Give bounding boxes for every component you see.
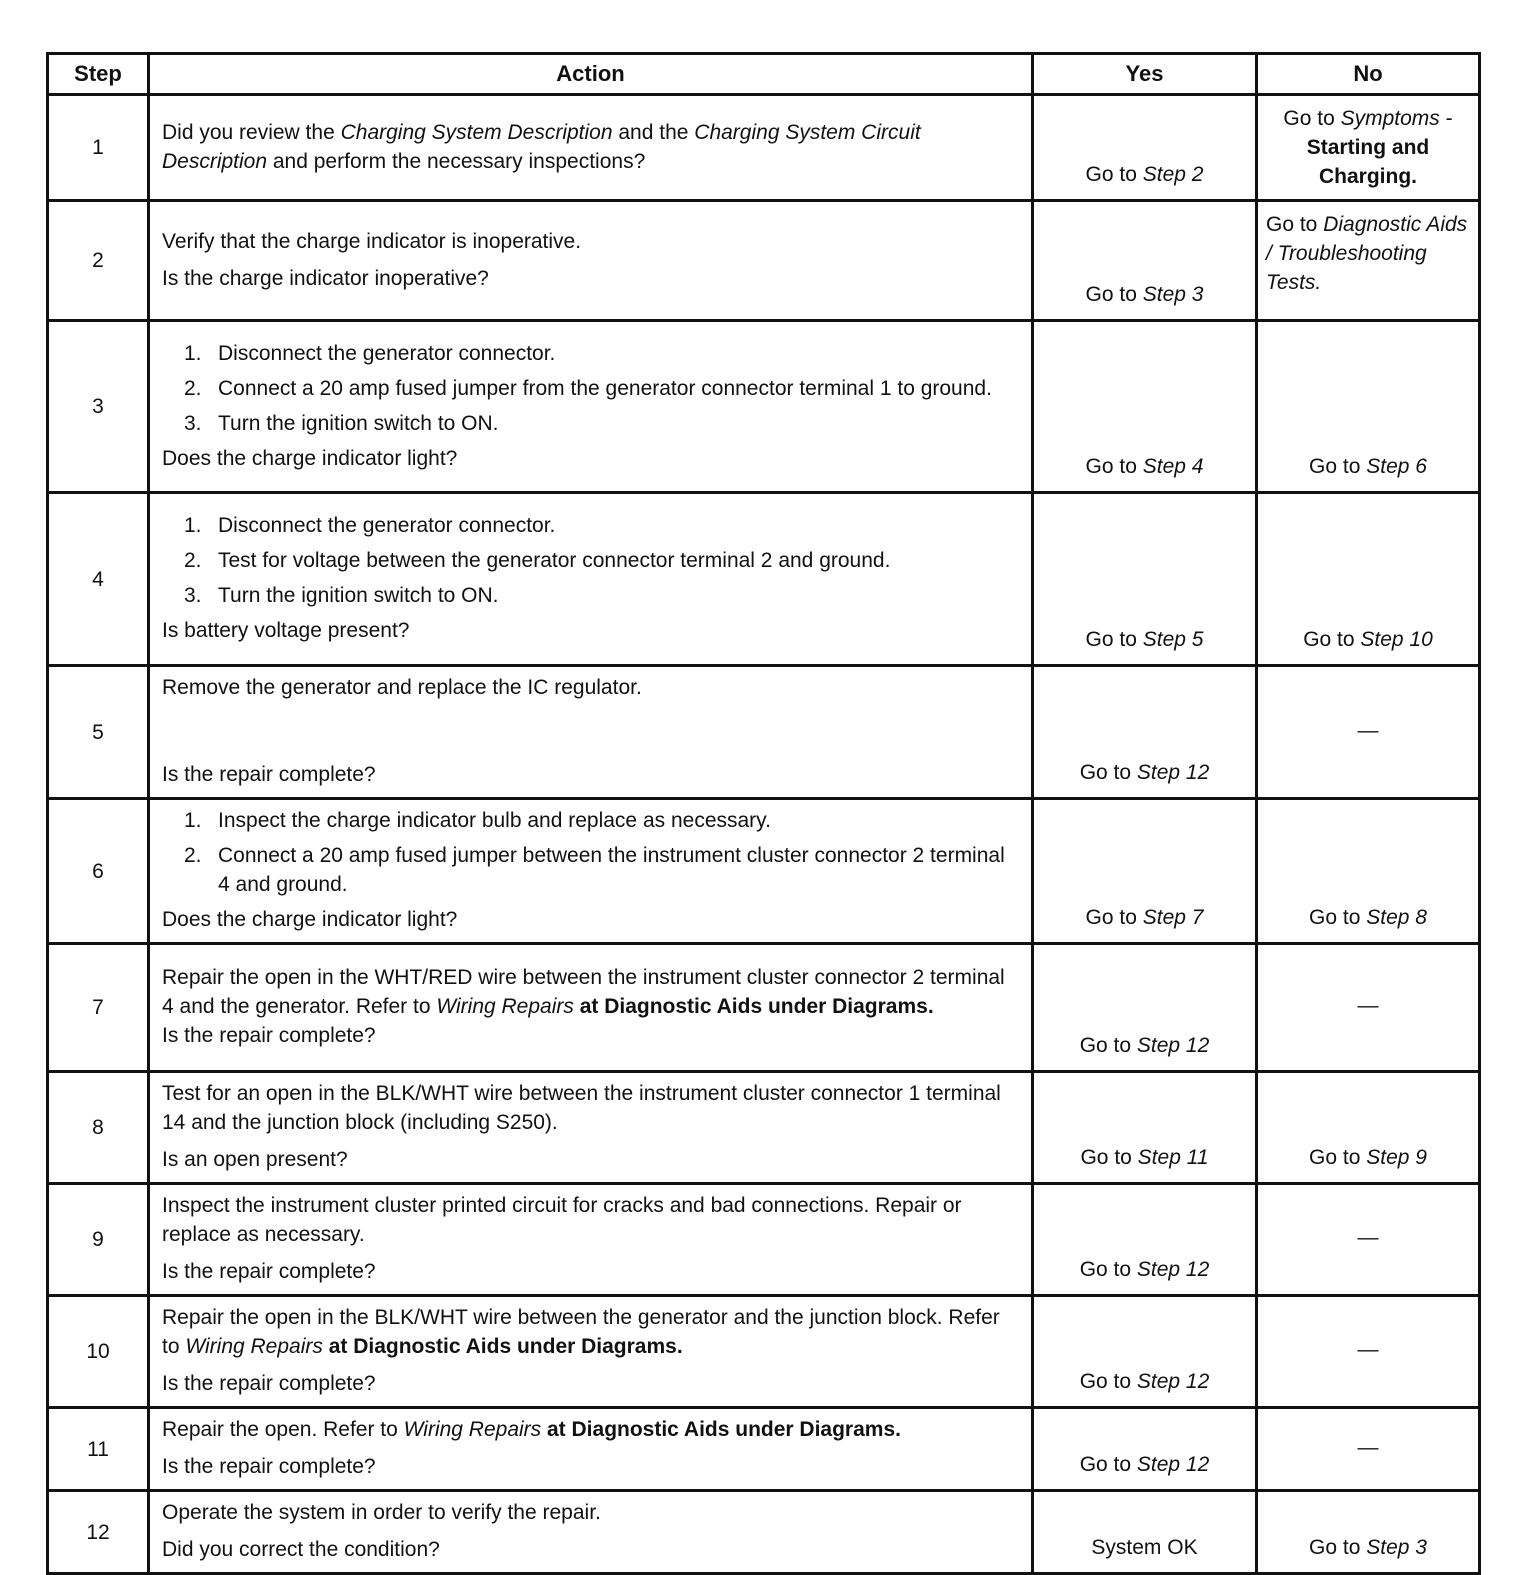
text-segment: Step 8: [1366, 906, 1427, 929]
substep-item: [162, 806, 1021, 835]
table-row: [48, 799, 1480, 944]
no-outcome-empty: [1257, 1184, 1480, 1296]
substep-number: 2.: [184, 376, 202, 400]
action-substeps: [162, 339, 1021, 438]
substep-text: Connect a 20 amp fused jumper from the generator connector terminal 1 to ground.: [218, 376, 992, 400]
yes-outcome: [1033, 1408, 1257, 1491]
header-no: No: [1257, 54, 1480, 95]
header-action: Action: [149, 54, 1033, 95]
no-outcome: [1257, 493, 1480, 666]
substep-text: Connect a 20 amp fused jumper between the instrument cluster connector 2 terminal 4 and ground.: [218, 844, 1005, 896]
action-cell: [149, 1491, 1033, 1574]
table-row: [48, 321, 1480, 493]
text-segment: Repair the open in the BLK/WHT wire between the generator and the junction block. Refer to: [162, 1306, 1000, 1358]
step-number: 9: [48, 1184, 149, 1296]
action-text: [162, 1079, 1021, 1137]
text-segment: at Diagnostic Aids under Diagrams.: [322, 1335, 683, 1358]
text-segment: Verify that the charge indicator is inoperative.: [162, 229, 582, 253]
substep-text: Turn the ignition switch to ON.: [218, 584, 499, 607]
action-text: [162, 1415, 1021, 1444]
no-outcome: [1257, 321, 1480, 493]
text-segment: Go to: [1079, 1258, 1137, 1281]
text-segment: and the: [612, 120, 695, 144]
text-segment: Go to: [1085, 283, 1143, 306]
text-segment: Wiring Repairs: [403, 1418, 542, 1441]
action-cell: [149, 944, 1033, 1072]
yes-outcome: [1033, 201, 1257, 321]
text-segment: Is the repair complete?: [162, 1024, 376, 1047]
action-substeps: [162, 511, 1021, 610]
text-segment: Step 9: [1366, 1146, 1427, 1169]
step-number: 6: [48, 799, 149, 944]
substep-number: 3.: [184, 411, 202, 435]
yes-outcome: [1033, 944, 1257, 1072]
action-cell: [149, 1072, 1033, 1184]
text-segment: Go to: [1309, 906, 1367, 929]
text-segment: Did you review the: [162, 120, 341, 144]
text-segment: Operate the system in order to verify the repair.: [162, 1501, 601, 1524]
table-row: [48, 1296, 1480, 1408]
diagnostic-table: [46, 52, 1481, 1575]
no-outcome: [1257, 1072, 1480, 1184]
substep-item: [162, 841, 1021, 899]
text-segment: Step 2: [1142, 163, 1204, 186]
action-substeps: [162, 806, 1021, 899]
text-segment: Charging System Circuit Description: [162, 120, 921, 173]
text-segment: —: [1357, 1435, 1379, 1459]
text-segment: at Diagnostic Aids under Diagrams.: [573, 995, 934, 1018]
header-step: Step: [48, 54, 149, 95]
text-segment: Step 12: [1136, 1370, 1210, 1393]
action-text: [162, 616, 1021, 645]
table-row: [48, 1408, 1480, 1491]
text-segment: Go to: [1283, 107, 1341, 130]
text-segment: Starting and Charging.: [1306, 136, 1430, 188]
action-cell: [149, 666, 1033, 799]
text-segment: Does the charge indicator light?: [162, 446, 458, 470]
text-segment: Step 5: [1142, 628, 1204, 651]
step-number: 7: [48, 944, 149, 1072]
action-cell: [149, 1408, 1033, 1491]
text-segment: Go to: [1309, 455, 1367, 478]
yes-outcome: [1033, 321, 1257, 493]
table-row: [48, 1491, 1480, 1574]
substep-item: [162, 546, 1021, 575]
text-segment: Go to: [1079, 1370, 1137, 1393]
step-number: 2: [48, 201, 149, 321]
action-text: [162, 963, 1021, 1021]
action-question: [162, 1257, 1021, 1286]
yes-outcome: [1033, 1491, 1257, 1574]
action-question: [162, 264, 1021, 293]
text-segment: Is an open present?: [162, 1148, 348, 1171]
action-cell: [149, 95, 1033, 201]
text-segment: Is the repair complete?: [162, 1455, 376, 1478]
text-segment: Is battery voltage present?: [162, 619, 410, 642]
substep-number: 3.: [184, 584, 202, 607]
text-segment: Go to: [1266, 213, 1324, 236]
action-cell: [149, 799, 1033, 944]
table-row: [48, 1184, 1480, 1296]
text-segment: Step 3: [1142, 283, 1204, 306]
text-segment: Step 7: [1142, 906, 1204, 929]
substep-number: 2.: [184, 549, 202, 572]
text-segment: —: [1357, 718, 1379, 742]
substep-text: Disconnect the generator connector.: [218, 514, 556, 537]
step-number: 11: [48, 1408, 149, 1491]
text-segment: Step 6: [1366, 455, 1427, 478]
table-row: [48, 944, 1480, 1072]
table-row: [48, 95, 1480, 201]
substep-text: Turn the ignition switch to ON.: [218, 411, 499, 435]
text-segment: Step 12: [1136, 1258, 1210, 1281]
yes-outcome: [1033, 799, 1257, 944]
text-segment: Step 11: [1137, 1146, 1209, 1169]
no-outcome-empty: [1257, 1408, 1480, 1491]
text-segment: Inspect the instrument cluster printed circuit for cracks and bad connections. Repair or replace as necessary.: [162, 1194, 962, 1246]
text-segment: —: [1357, 1226, 1379, 1249]
table-row: [48, 1072, 1480, 1184]
step-number: 3: [48, 321, 149, 493]
text-segment: -: [1439, 107, 1453, 130]
action-cell: [149, 1184, 1033, 1296]
text-segment: Go to: [1309, 1146, 1367, 1169]
table-row: [48, 201, 1480, 321]
yes-outcome: [1033, 95, 1257, 201]
action-cell: [149, 201, 1033, 321]
text-segment: Wiring Repairs: [185, 1335, 323, 1358]
yes-outcome: [1033, 493, 1257, 666]
no-outcome-empty: [1257, 666, 1480, 799]
substep-text: Disconnect the generator connector.: [218, 341, 556, 365]
text-segment: Step 10: [1360, 628, 1433, 651]
no-outcome-empty: [1257, 1296, 1480, 1408]
text-segment: Did you correct the condition?: [162, 1538, 440, 1561]
substep-number: 2.: [184, 844, 202, 867]
step-number: 1: [48, 95, 149, 201]
action-question: [162, 1369, 1021, 1398]
action-text: [162, 118, 1021, 176]
text-segment: Remove the generator and replace the IC regulator.: [162, 676, 642, 699]
text-segment: Test for an open in the BLK/WHT wire between the instrument cluster connector 1 terminal 14 and the junction block (including S250).: [162, 1082, 1001, 1134]
table-body: [48, 95, 1480, 1574]
step-number: 8: [48, 1072, 149, 1184]
text-segment: Is the charge indicator inoperative?: [162, 266, 489, 290]
text-segment: Step 4: [1142, 455, 1204, 478]
text-segment: Go to: [1085, 906, 1143, 929]
step-number: 4: [48, 493, 149, 666]
text-segment: Symptoms: [1340, 107, 1440, 130]
text-segment: Go to: [1079, 761, 1137, 784]
text-segment: Go to: [1303, 628, 1361, 651]
text-segment: Is the repair complete?: [162, 1372, 376, 1395]
text-segment: Go to: [1085, 455, 1143, 478]
text-segment: Go to: [1309, 1536, 1367, 1559]
text-segment: Go to: [1079, 1453, 1137, 1476]
text-segment: Charging System Description: [340, 120, 613, 144]
yes-outcome: [1033, 1184, 1257, 1296]
text-segment: Is the repair complete?: [162, 1260, 376, 1283]
text-segment: —: [1357, 1338, 1379, 1361]
text-segment: Go to: [1079, 1034, 1137, 1057]
text-segment: Repair the open in the WHT/RED wire between the instrument cluster connector 2 terminal 4 and the generator. Refer to: [162, 966, 1005, 1018]
substep-number: 1.: [184, 341, 202, 365]
action-text: [162, 905, 1021, 934]
action-question: [162, 760, 1021, 789]
text-segment: Go to: [1085, 628, 1143, 651]
action-text: [162, 1303, 1021, 1361]
header-row: [48, 54, 1480, 95]
text-segment: Repair the open. Refer to: [162, 1418, 404, 1441]
action-text: [162, 444, 1021, 473]
step-number: 5: [48, 666, 149, 799]
no-outcome: [1257, 201, 1480, 321]
substep-number: 1.: [184, 514, 202, 537]
action-text: [162, 673, 1021, 702]
no-outcome: [1257, 799, 1480, 944]
substep-item: [162, 374, 1021, 403]
action-text: [162, 1498, 1021, 1527]
text-segment: Step 3: [1366, 1536, 1427, 1559]
text-segment: Is the repair complete?: [162, 763, 376, 786]
no-outcome: [1257, 95, 1480, 201]
action-text: [162, 227, 1021, 256]
substep-number: 1.: [184, 809, 202, 832]
action-text: [162, 1191, 1021, 1249]
yes-outcome: [1033, 666, 1257, 799]
no-outcome: [1257, 1491, 1480, 1574]
table-row: [48, 666, 1480, 799]
text-segment: Diagnostic Aids / Troubleshooting Tests.: [1266, 213, 1468, 294]
no-outcome-empty: [1257, 944, 1480, 1072]
action-cell: [149, 1296, 1033, 1408]
yes-outcome: [1033, 1072, 1257, 1184]
substep-item: [162, 511, 1021, 540]
yes-outcome: [1033, 1296, 1257, 1408]
step-number: 10: [48, 1296, 149, 1408]
step-number: 12: [48, 1491, 149, 1574]
substep-text: Inspect the charge indicator bulb and replace as necessary.: [218, 809, 771, 832]
substep-item: [162, 581, 1021, 610]
text-segment: —: [1357, 994, 1379, 1017]
action-question: [162, 1021, 1021, 1050]
substep-item: [162, 409, 1021, 438]
action-question: [162, 1452, 1021, 1481]
header-yes: Yes: [1033, 54, 1257, 95]
text-segment: Go to: [1080, 1146, 1138, 1169]
text-segment: Wiring Repairs: [436, 995, 574, 1018]
action-cell: [149, 493, 1033, 666]
action-question: [162, 1145, 1021, 1174]
text-segment: and perform the necessary inspections?: [267, 149, 646, 173]
table-row: [48, 493, 1480, 666]
substep-text: Test for voltage between the generator connector terminal 2 and ground.: [218, 549, 891, 572]
text-segment: Does the charge indicator light?: [162, 908, 458, 931]
text-segment: System OK: [1091, 1536, 1198, 1559]
text-segment: Go to: [1085, 163, 1143, 186]
text-segment: Step 12: [1136, 761, 1210, 784]
substep-item: [162, 339, 1021, 368]
text-segment: at Diagnostic Aids under Diagrams.: [541, 1418, 901, 1441]
action-cell: [149, 321, 1033, 493]
text-segment: Step 12: [1136, 1034, 1210, 1057]
text-segment: Step 12: [1136, 1453, 1210, 1476]
